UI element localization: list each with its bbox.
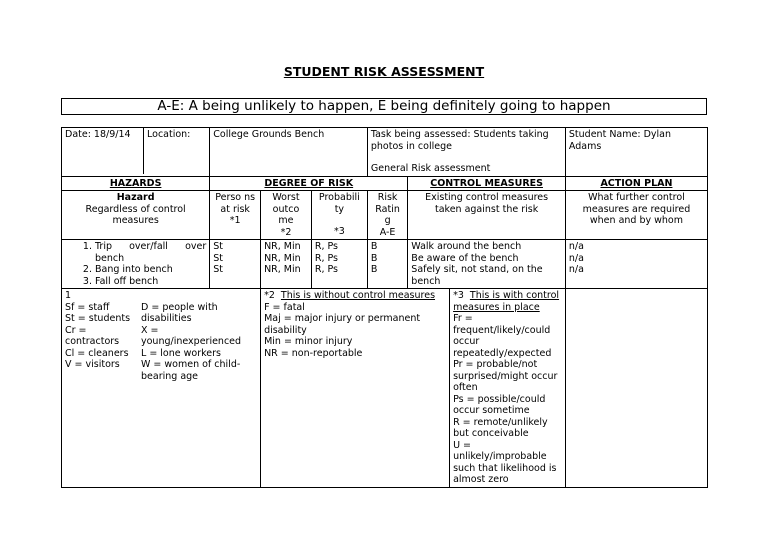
- notes-row: [62, 289, 708, 488]
- date-cell: [62, 128, 210, 177]
- worst-value: NR, Min: [264, 252, 301, 264]
- hazards-section-header: HAZARDS: [62, 176, 210, 191]
- worst-value: NR, Min: [264, 264, 301, 275]
- key-item: Maj = major injury or permanent disability: [264, 313, 421, 336]
- task-text: Task being assessed: Students taking photos in college: [370, 129, 549, 152]
- probability-column-header: [311, 191, 367, 240]
- outcome-key-title: This is without control measures: [280, 290, 436, 301]
- control-cell: [408, 240, 566, 289]
- task-cell: [367, 128, 565, 177]
- key-item: R = remote/unlikely but conceivable: [453, 416, 548, 439]
- key-item: Pr = probable/not surprised/might occur often: [453, 359, 558, 393]
- key-item: Cl = cleaners: [65, 347, 129, 359]
- action-section-header: ACTION PLAN: [565, 176, 707, 191]
- hazard-item: 2. Bang into bench: [95, 264, 206, 276]
- worst-cell: [261, 240, 312, 289]
- key-item: V = visitors: [65, 359, 120, 370]
- hazard-item: 3. Fall off bench: [95, 276, 206, 288]
- action-value: n/a: [568, 252, 584, 264]
- rating-value: B: [370, 241, 378, 252]
- probability-cell: [311, 240, 367, 289]
- location-value: College Grounds Bench: [213, 129, 325, 140]
- control-value: Walk around the bench: [411, 241, 522, 252]
- worst-column-header: [261, 191, 312, 240]
- key-item: F = fatal: [264, 301, 305, 313]
- hazard-title: Hazard: [116, 192, 155, 203]
- persons-value: St: [213, 264, 224, 275]
- key-item: Sf = staff: [65, 301, 110, 313]
- hazard-item: 1. Trip over/fall over bench: [95, 241, 206, 264]
- rating-label: Risk Ratin g: [375, 192, 400, 226]
- hazard-subtitle: Regardless of control measures: [85, 203, 186, 226]
- key-item: NR = non-reportable: [264, 347, 363, 359]
- worst-ref: *2: [280, 226, 292, 238]
- key-item: St = students: [65, 313, 131, 324]
- worst-value: NR, Min: [264, 241, 301, 252]
- probability-ref: *3: [333, 226, 345, 237]
- persons-value: St: [213, 241, 224, 252]
- persons-key-cell: [62, 289, 261, 488]
- general-risk-text: General Risk assessment: [370, 163, 491, 174]
- rating-cell: [367, 240, 407, 289]
- probability-key: [450, 289, 565, 487]
- persons-column-header: [210, 191, 261, 240]
- degree-section-header: DEGREE OF RISK: [210, 176, 408, 191]
- persons-key-number: 1: [65, 290, 72, 301]
- action-value: n/a: [568, 241, 584, 252]
- notes-empty-cell: [565, 289, 707, 488]
- action-cell: [565, 240, 707, 289]
- hazard-list: [65, 241, 206, 287]
- rating-value: B: [370, 252, 378, 264]
- document-title: STUDENT RISK ASSESSMENT: [283, 64, 485, 79]
- location-label: Location:: [147, 129, 191, 140]
- outcome-key-prefix: *2: [264, 290, 275, 301]
- location-value-cell: [210, 128, 368, 177]
- probability-label: Probabili ty: [318, 192, 360, 215]
- key-item: Min = minor injury: [264, 336, 353, 347]
- section-header-row: [62, 176, 708, 191]
- key-item: X = young/inexperienced: [141, 324, 242, 347]
- column-header-row: [62, 191, 708, 240]
- hazard-column-header: [62, 191, 210, 240]
- probability-value: R, Ps: [314, 241, 339, 252]
- outcome-key-cell: [261, 289, 566, 488]
- date-value: Date: 18/9/14: [62, 128, 144, 174]
- persons-label: Perso ns at risk: [215, 192, 256, 215]
- probability-value: R, Ps: [314, 264, 339, 275]
- probability-key-prefix: *3: [453, 290, 464, 301]
- key-item: Cr = contractors: [65, 324, 120, 347]
- risk-scale-banner: A-E: A being unlikely to happen, E being definitely going to happen: [61, 98, 707, 115]
- control-value: Safely sit, not stand, on the bench: [411, 264, 543, 287]
- key-item: W = women of child-bearing age: [141, 359, 241, 382]
- action-column-header: What further control measures are required when and by whom: [565, 191, 707, 240]
- control-section-header: CONTROL MEASURES: [408, 176, 566, 191]
- persons-cell: [210, 240, 261, 289]
- student-cell: [565, 128, 707, 177]
- info-row: [62, 128, 708, 177]
- key-item: Ps = possible/could occur sometime: [453, 393, 546, 416]
- control-value: Be aware of the bench: [411, 252, 519, 264]
- student-name: Student Name: Dylan Adams: [568, 129, 671, 152]
- probability-value: R, Ps: [314, 252, 339, 264]
- outcome-key: [261, 289, 450, 487]
- key-item: Fr = frequent/likely/could occur repeatedly/expected: [453, 313, 552, 359]
- control-column-header: Existing control measures taken against the risk: [408, 191, 566, 240]
- persons-key-left: [65, 302, 141, 383]
- hazard-list-cell: [62, 240, 210, 289]
- hazard-rows: [62, 240, 708, 289]
- risk-assessment-table: [61, 127, 708, 488]
- rating-column-header: [367, 191, 407, 240]
- key-item: D = people with disabilities: [141, 301, 218, 324]
- key-item: L = lone workers: [141, 347, 221, 359]
- persons-key-right: [141, 302, 257, 383]
- action-value: n/a: [568, 264, 584, 275]
- persons-ref: *1: [229, 215, 241, 226]
- persons-value: St: [213, 252, 224, 264]
- worst-label: Worst outco me: [272, 192, 300, 226]
- rating-ref: A-E: [379, 226, 396, 238]
- probability-key-title: This is with control measures in place: [453, 290, 560, 313]
- rating-value: B: [370, 264, 378, 275]
- key-item: U = unlikely/improbable such that likelihood is almost zero: [453, 439, 557, 485]
